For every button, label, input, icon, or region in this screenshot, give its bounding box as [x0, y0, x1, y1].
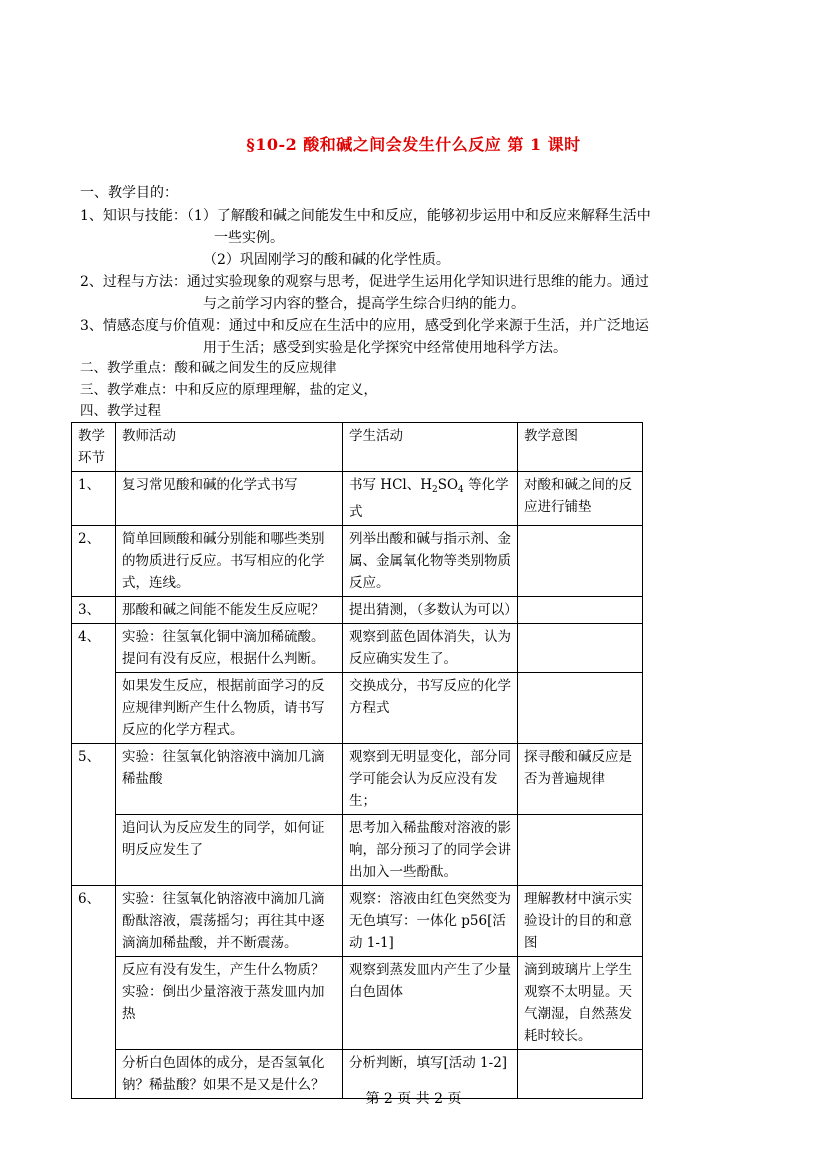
formula-text: 等化学式 — [349, 477, 509, 520]
stage-cell: 3、 — [72, 597, 116, 624]
process-heading: 四、教学过程 — [80, 403, 161, 419]
student-cell — [343, 472, 518, 526]
table-row — [72, 815, 643, 886]
intent-cell: 滴到玻璃片上学生观察不太明显。天气潮湿，自然蒸发耗时较长。 — [518, 957, 643, 1050]
formula-text: SO — [437, 477, 459, 493]
table-row — [72, 472, 643, 526]
intent-cell: 对酸和碱之间的反应进行铺垫 — [518, 472, 643, 526]
objectives-heading: 一、教学目的： — [80, 185, 178, 201]
teacher-cell: 简单回顾酸和碱分别能和哪些类别的物质进行反应。书写相应的化学式，连线。 — [116, 526, 343, 597]
teacher-cell: 实验：往氢氧化铜中滴加稀硫酸。提问有没有反应，根据什么判断。 — [116, 624, 343, 673]
student-cell: 观察到蒸发皿内产生了少量白色固体 — [343, 957, 518, 1050]
header-teacher: 教师活动 — [116, 423, 343, 472]
formula-text: 书写 HCl、H — [349, 477, 432, 493]
intent-cell — [518, 526, 643, 597]
teacher-cell: 实验：往氢氧化钠溶液中滴加几滴稀盐酸 — [116, 744, 343, 815]
table-row — [72, 673, 643, 744]
table-row — [72, 624, 643, 673]
objective-emotion-cont: 用于生活；感受到实验是化学探究中经常使用地科学方法。 — [203, 340, 567, 356]
objective-knowledge-2: （2）巩固刚学习的酸和碱的化学性质。 — [203, 252, 450, 268]
stage-cell: 1、 — [72, 472, 116, 526]
table-row — [72, 597, 643, 624]
difficulty: 三、教学难点：中和反应的原理理解，盐的定义， — [80, 382, 377, 398]
student-cell: 分析判断，填写[活动 1-2] — [343, 1050, 518, 1099]
objective-knowledge: 1、知识与技能：（1）了解酸和碱之间能发生中和反应，能够初步运用中和反应来解释生活中 — [80, 208, 651, 224]
page-footer: 第 2 页 共 2 页 — [365, 1091, 462, 1107]
teacher-cell: 反应有没有发生，产生什么物质？实验：倒出少量溶液于蒸发皿内加热 — [116, 957, 343, 1050]
intent-cell — [518, 624, 643, 673]
table-row — [72, 886, 643, 957]
header-intent: 教学意图 — [518, 423, 643, 472]
stage-cell: 4、 — [72, 624, 116, 744]
student-cell: 交换成分，书写反应的化学方程式 — [343, 673, 518, 744]
objective-emotion: 3、情感态度与价值观：通过中和反应在生活中的应用，感受到化学来源于生活，并广泛地运 — [80, 318, 649, 334]
student-cell: 思考加入稀盐酸对溶液的影响，部分预习了的同学会讲出加入一些酚酞。 — [343, 815, 518, 886]
formula-subscript: 4 — [458, 485, 464, 495]
key-point: 二、教学重点：酸和碱之间发生的反应规律 — [80, 360, 337, 376]
student-cell: 提出猜测，（多数认为可以） — [343, 597, 518, 624]
intent-cell: 理解教材中演示实验设计的目的和意图 — [518, 886, 643, 957]
page-title: §10-2 酸和碱之间会发生什么反应 第 1 课时 — [246, 135, 581, 154]
student-cell: 观察：溶液由红色突然变为无色填写：一体化 p56[活动 1-1] — [343, 886, 518, 957]
header-student: 学生活动 — [343, 423, 518, 472]
table-row — [72, 744, 643, 815]
objective-knowledge-cont: 一些实例。 — [214, 230, 284, 246]
intent-cell — [518, 673, 643, 744]
teaching-process-table — [71, 422, 643, 1099]
teacher-cell: 分析白色固体的成分，是否氢氧化钠？稀盐酸？如果不是又是什么？ — [116, 1050, 343, 1099]
teacher-cell: 追问认为反应发生的同学，如何证明反应发生了 — [116, 815, 343, 886]
intent-cell — [518, 597, 643, 624]
formula-subscript: 2 — [431, 485, 438, 495]
student-cell: 列举出酸和碱与指示剂、金属、金属氧化物等类别物质反应。 — [343, 526, 518, 597]
objective-process-cont: 与之前学习内容的整合，提高学生综合归纳的能力。 — [203, 296, 525, 312]
table-row — [72, 957, 643, 1050]
teacher-cell: 复习常见酸和碱的化学式书写 — [116, 472, 343, 526]
stage-cell: 2、 — [72, 526, 116, 597]
header-stage: 教学环节 — [72, 423, 116, 472]
student-cell: 观察到蓝色固体消失，认为反应确实发生了。 — [343, 624, 518, 673]
teacher-cell: 那酸和碱之间能不能发生反应呢？ — [116, 597, 343, 624]
intent-cell — [518, 815, 643, 886]
teacher-cell: 如果发生反应，根据前面学习的反应规律判断产生什么物质，请书写反应的化学方程式。 — [116, 673, 343, 744]
table-header-row — [72, 423, 643, 472]
teacher-cell: 实验：往氢氧化钠溶液中滴加几滴酚酞溶液，震荡摇匀；再往其中逐滴滴加稀盐酸，并不断震荡。 — [116, 886, 343, 957]
intent-cell: 探寻酸和碱反应是否为普遍规律 — [518, 744, 643, 815]
objective-process: 2、过程与方法：通过实验现象的观察与思考，促进学生运用化学知识进行思维的能力。通过 — [80, 274, 649, 290]
student-cell: 观察到无明显变化，部分同学可能会认为反应没有发生； — [343, 744, 518, 815]
stage-cell: 5、 — [72, 744, 116, 886]
table-row — [72, 526, 643, 597]
stage-cell: 6、 — [72, 886, 116, 1099]
